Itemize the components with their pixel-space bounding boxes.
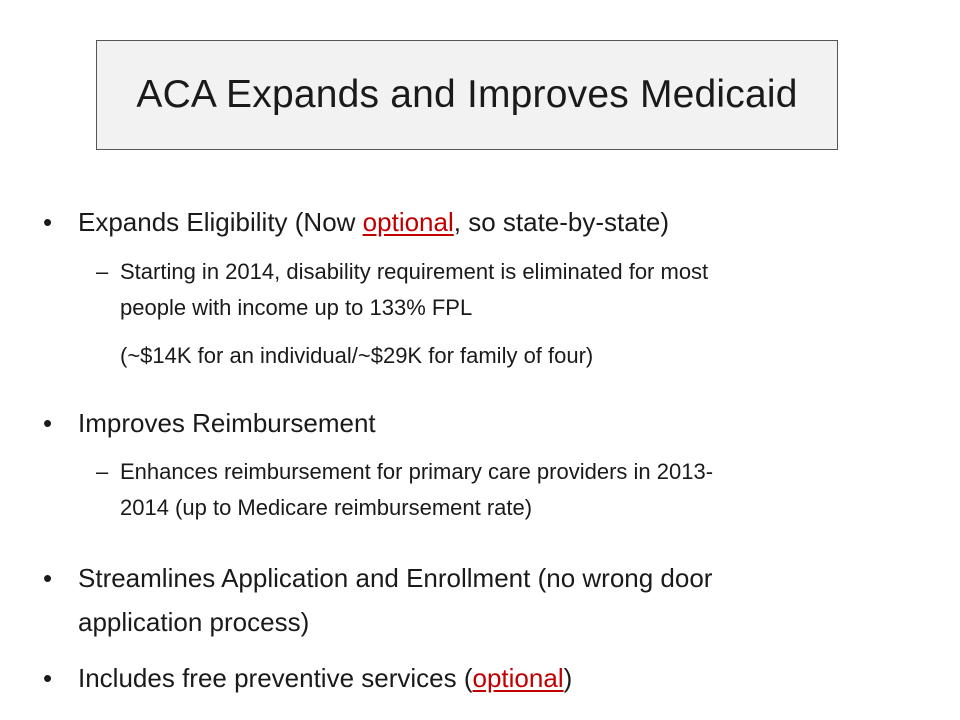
- slide-title-box: [96, 40, 838, 150]
- sub-bullet-dash: –: [96, 259, 109, 284]
- sub-bullet-line: Starting in 2014, disability requirement is eliminated for most: [120, 259, 709, 284]
- optional-highlight: optional: [472, 663, 564, 693]
- bullet-expands-eligibility: Expands Eligibility (Now optional, so state-by-state): [78, 207, 670, 237]
- slide-title: ACA Expands and Improves Medicaid: [136, 73, 798, 116]
- optional-highlight: optional: [362, 207, 454, 237]
- bullet-preventive-services: Includes free preventive services (optional): [78, 663, 573, 693]
- sub-bullet-line: people with income up to 133% FPL: [120, 295, 473, 320]
- sub-bullet-line: Enhances reimbursement for primary care providers in 2013-: [120, 459, 714, 484]
- bullet-marker: •: [43, 563, 53, 593]
- bullet-marker: •: [43, 408, 53, 438]
- bullet-improves-reimbursement: Improves Reimbursement: [78, 408, 376, 438]
- bullet-marker: •: [43, 207, 53, 237]
- bullet-streamlines: Streamlines Application and Enrollment (no wrong door: [78, 563, 713, 593]
- bullet-streamlines-cont: application process): [78, 607, 310, 637]
- sub-bullet-line: 2014 (up to Medicare reimbursement rate): [120, 495, 533, 520]
- sub-bullet-dash: –: [96, 459, 109, 484]
- bullet-marker: •: [43, 663, 53, 693]
- sub-bullet-line: (~$14K for an individual/~$29K for family of four): [120, 343, 594, 368]
